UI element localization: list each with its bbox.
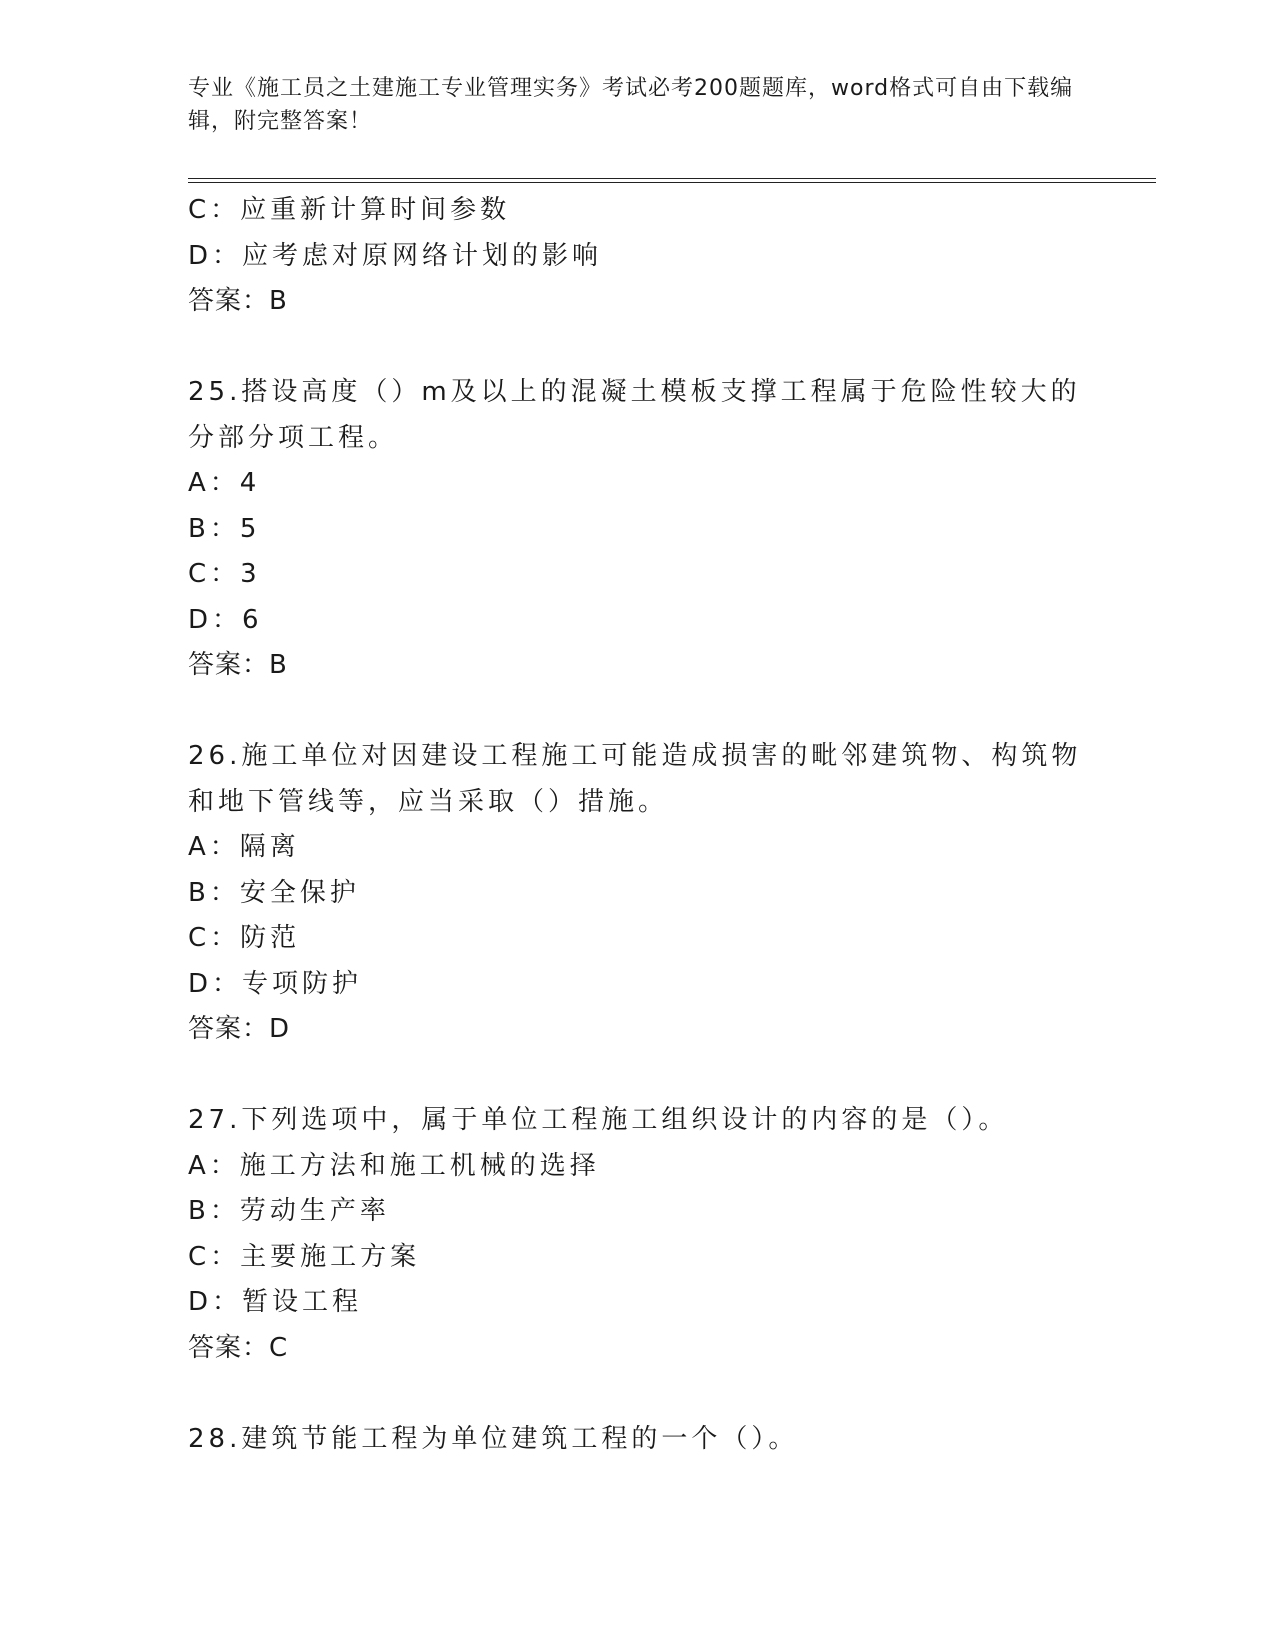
- answer-line: 答案：C: [188, 1332, 289, 1363]
- option-c: C：应重新计算时间参数: [188, 195, 511, 225]
- option-c: C：主要施工方案: [188, 1241, 421, 1272]
- option-d: D：专项防护: [188, 968, 363, 999]
- option-b: B：劳动生产率: [188, 1196, 390, 1226]
- answer-line: 答案：B: [188, 286, 288, 316]
- answer-line: 答案：D: [188, 1014, 291, 1044]
- question-stem: 27.下列选项中，属于单位工程施工组织设计的内容的是（）。: [188, 1105, 1009, 1135]
- question-26: [188, 734, 1088, 1053]
- spacer: [188, 689, 1088, 735]
- option-a: A：隔离: [188, 832, 300, 862]
- option-d: D：6: [188, 604, 263, 635]
- option-c: C：3: [188, 559, 261, 589]
- option-b: B：安全保护: [188, 877, 360, 908]
- spacer: [188, 1371, 1088, 1417]
- question-stem: 28.建筑节能工程为单位建筑工程的一个（）。: [188, 1423, 799, 1454]
- question-stem: 26.施工单位对因建设工程施工可能造成损害的毗邻建筑物、构筑物和地下管线等，应当采取（）措施。: [188, 741, 1082, 817]
- option-d: D：暂设工程: [188, 1287, 363, 1317]
- document-title: 专业《施工员之土建施工专业管理实务》考试必考200题题库，word格式可自由下载编辑，附完整答案！: [188, 76, 1074, 134]
- spacer: [188, 1053, 1088, 1099]
- question-list: [188, 188, 1088, 1462]
- question-27: [188, 1098, 1088, 1371]
- spacer: [188, 325, 1088, 371]
- option-a: A：施工方法和施工机械的选择: [188, 1150, 600, 1181]
- question-28: [188, 1417, 1088, 1463]
- question-stem: 25.搭设高度（）m及以上的混凝土模板支撑工程属于危险性较大的分部分项工程。: [188, 377, 1081, 453]
- option-b: B：5: [188, 513, 261, 544]
- question-continued: [188, 188, 1088, 325]
- header-divider: [188, 178, 1156, 183]
- option-c: C：防范: [188, 923, 301, 953]
- answer-line: 答案：B: [188, 650, 288, 680]
- page-header: [188, 72, 1078, 138]
- option-a: A：4: [188, 468, 261, 498]
- question-25: [188, 370, 1088, 689]
- option-d: D：应考虑对原网络计划的影响: [188, 240, 603, 271]
